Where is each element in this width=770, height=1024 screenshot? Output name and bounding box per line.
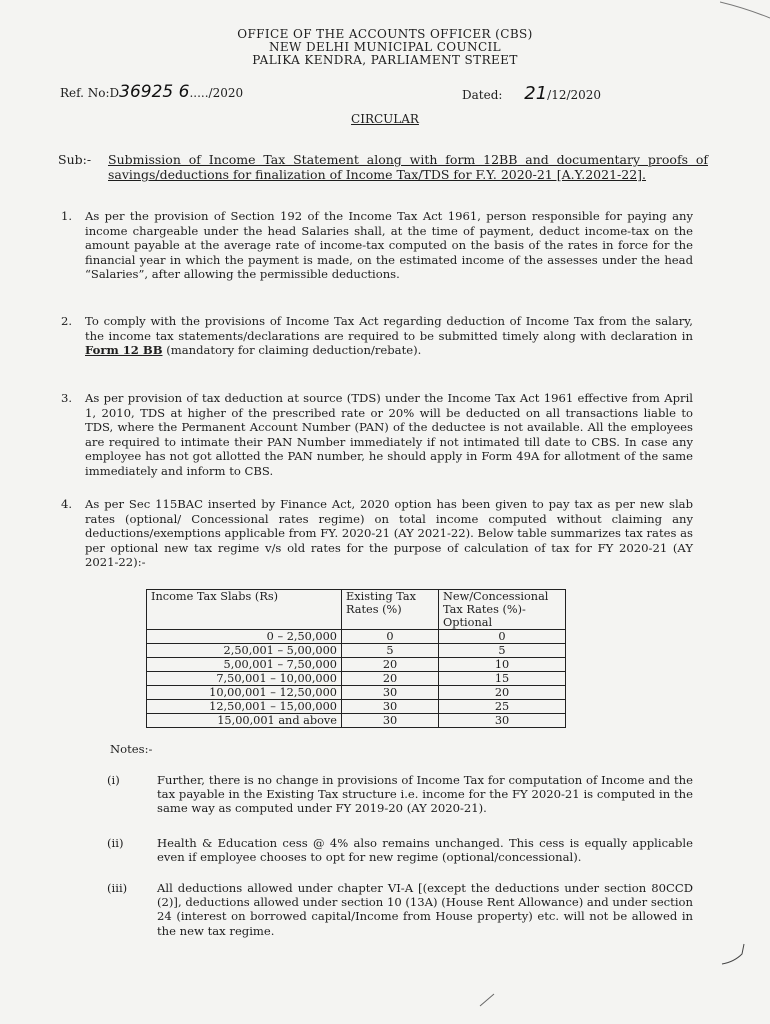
new-rate-cell: 25 <box>439 700 566 714</box>
paragraph-2 <box>61 314 693 358</box>
ref-suffix: ...../2020 <box>189 86 244 100</box>
new-rate-cell: 0 <box>439 630 566 644</box>
note-1 <box>107 773 693 816</box>
date-label: Dated: <box>462 88 503 102</box>
table-row <box>147 714 566 728</box>
new-rate-cell: 20 <box>439 686 566 700</box>
table-row <box>147 644 566 658</box>
new-rate-cell: 30 <box>439 714 566 728</box>
slab-cell: 0 – 2,50,000 <box>147 630 342 644</box>
paragraph-1 <box>61 209 693 282</box>
circular-heading: CIRCULAR <box>351 112 419 126</box>
ref-number-handwritten: 36925 6 <box>119 82 190 102</box>
new-rate-cell: 10 <box>439 658 566 672</box>
paragraph-4 <box>61 497 693 570</box>
note-label: (ii) <box>107 836 124 850</box>
note-label: (iii) <box>107 881 128 895</box>
existing-rate-cell: 30 <box>342 714 439 728</box>
pen-mark <box>720 940 750 970</box>
table-row <box>147 686 566 700</box>
new-rate-cell: 5 <box>439 644 566 658</box>
table-row <box>147 672 566 686</box>
tax-rates-table <box>146 589 566 728</box>
table-row <box>147 630 566 644</box>
paragraph-number: 4. <box>61 497 73 511</box>
pen-tick-mark <box>478 990 498 1010</box>
paragraph-text: As per Sec 115BAC inserted by Finance Act, 2020 option has been given to pay tax as per new slab rates (optional/ Concessional rates regime) on total income computed without claiming any deductions/exemptions applicable from FY. 2020-21 (AY 2021-22). Below table summarizes tax rates as per optional new tax regime v/s old rates for the purpose of calculation of tax for FY 2020-21 (AY 2021-22):- <box>85 497 693 570</box>
office-address: PALIKA KENDRA, PARLIAMENT STREET <box>252 53 518 67</box>
table-row <box>147 658 566 672</box>
note-text: Further, there is no change in provisions of Income Tax for computation of Income and the tax payable in the Existing Tax structure i.e. income for the FY 2020-21 is computed in the same way as computed under FY 2019-20 (AY 2020-21). <box>157 773 693 816</box>
note-text: Health & Education cess @ 4% also remains unchanged. This cess is equally applicable even if employee chooses to opt for new regime (optional/concessional). <box>157 836 693 865</box>
slab-cell: 10,00,001 – 12,50,000 <box>147 686 342 700</box>
paragraph-3 <box>61 391 693 479</box>
office-title: OFFICE OF THE ACCOUNTS OFFICER (CBS) <box>237 27 533 41</box>
note-2 <box>107 836 693 865</box>
table-row <box>147 700 566 714</box>
table-header-row <box>147 590 566 630</box>
note-3 <box>107 881 693 938</box>
notes-heading: Notes:- <box>110 742 153 756</box>
date-line <box>462 83 601 104</box>
paragraph-text-after: (mandatory for claiming deduction/rebate). <box>166 343 422 358</box>
existing-rate-cell: 0 <box>342 630 439 644</box>
paragraph-text: As per the provision of Section 192 of the Income Tax Act 1961, person responsible for paying any income chargeable under the head Salaries shall, at the time of payment, deduct income-tax on the amount payable at the average rate of income-tax computed on the basis of the rates in force for the financial year in which the payment is made, on the estimated income of the assesses under the head “Salaries”, after allowing the permissible deductions. <box>85 209 693 282</box>
subject-label: Sub:- <box>58 152 92 167</box>
slab-cell: 12,50,001 – 15,00,000 <box>147 700 342 714</box>
slab-cell: 2,50,001 – 5,00,000 <box>147 644 342 658</box>
paragraph-number: 1. <box>61 209 73 223</box>
existing-rate-cell: 30 <box>342 686 439 700</box>
ref-number-line <box>60 82 243 102</box>
paragraph-number: 3. <box>61 391 73 405</box>
note-text: All deductions allowed under chapter VI-A [(except the deductions under section 80CCD (2)], deductions allowed under section 10 (13A) (House Rent Allowance) and under section 24 (interest on borrowed capital/Income from House property) etc. will not be allowed in the new tax regime. <box>157 881 693 938</box>
paragraph-text: As per provision of tax deduction at source (TDS) under the Income Tax Act 1961 effective from April 1, 2010, TDS at higher of the prescribed rate or 20% will be deducted on all transactions liable to TDS, where the Permanent Account Number (PAN) of the deductee is not available. All the employees are required to intimate their PAN Number immediately if not intimated till date to CBS. In case any employee has not got allotted the PAN number, he should apply in Form 49A for allotment of the same immediately and inform to CBS. <box>85 391 693 478</box>
paragraph-number: 2. <box>61 314 73 328</box>
paragraph-text-before: To comply with the provisions of Income Tax Act regarding deduction of Income Tax from the salary, the income tax statements/declarations are required to be submitted timely along with declaration in <box>85 314 693 343</box>
ref-label: Ref. No:D <box>60 86 120 100</box>
subject-text: Submission of Income Tax Statement along with form 12BB and documentary proofs of savings/deductions for finalization of Income Tax/TDS for F.Y. 2020-21 [A.Y.2021-22]. <box>108 152 708 182</box>
note-label: (i) <box>107 773 120 787</box>
new-rate-cell: 15 <box>439 672 566 686</box>
slab-cell: 7,50,001 – 10,00,000 <box>147 672 342 686</box>
slab-cell: 5,00,001 – 7,50,000 <box>147 658 342 672</box>
header-new-rates: New/Concessional Tax Rates (%)-Optional <box>439 590 566 630</box>
header-income-slabs: Income Tax Slabs (Rs) <box>147 590 342 630</box>
form-12bb-reference: Form 12 BB <box>85 343 163 358</box>
header-existing-rates: Existing Tax Rates (%) <box>342 590 439 630</box>
slab-cell: 15,00,001 and above <box>147 714 342 728</box>
existing-rate-cell: 20 <box>342 658 439 672</box>
date-day-handwritten: 21 <box>524 83 548 104</box>
scan-edge-mark <box>720 0 770 22</box>
existing-rate-cell: 30 <box>342 700 439 714</box>
existing-rate-cell: 5 <box>342 644 439 658</box>
date-month-year: /12/2020 <box>547 88 602 102</box>
existing-rate-cell: 20 <box>342 672 439 686</box>
council-name: NEW DELHI MUNICIPAL COUNCIL <box>268 40 502 54</box>
